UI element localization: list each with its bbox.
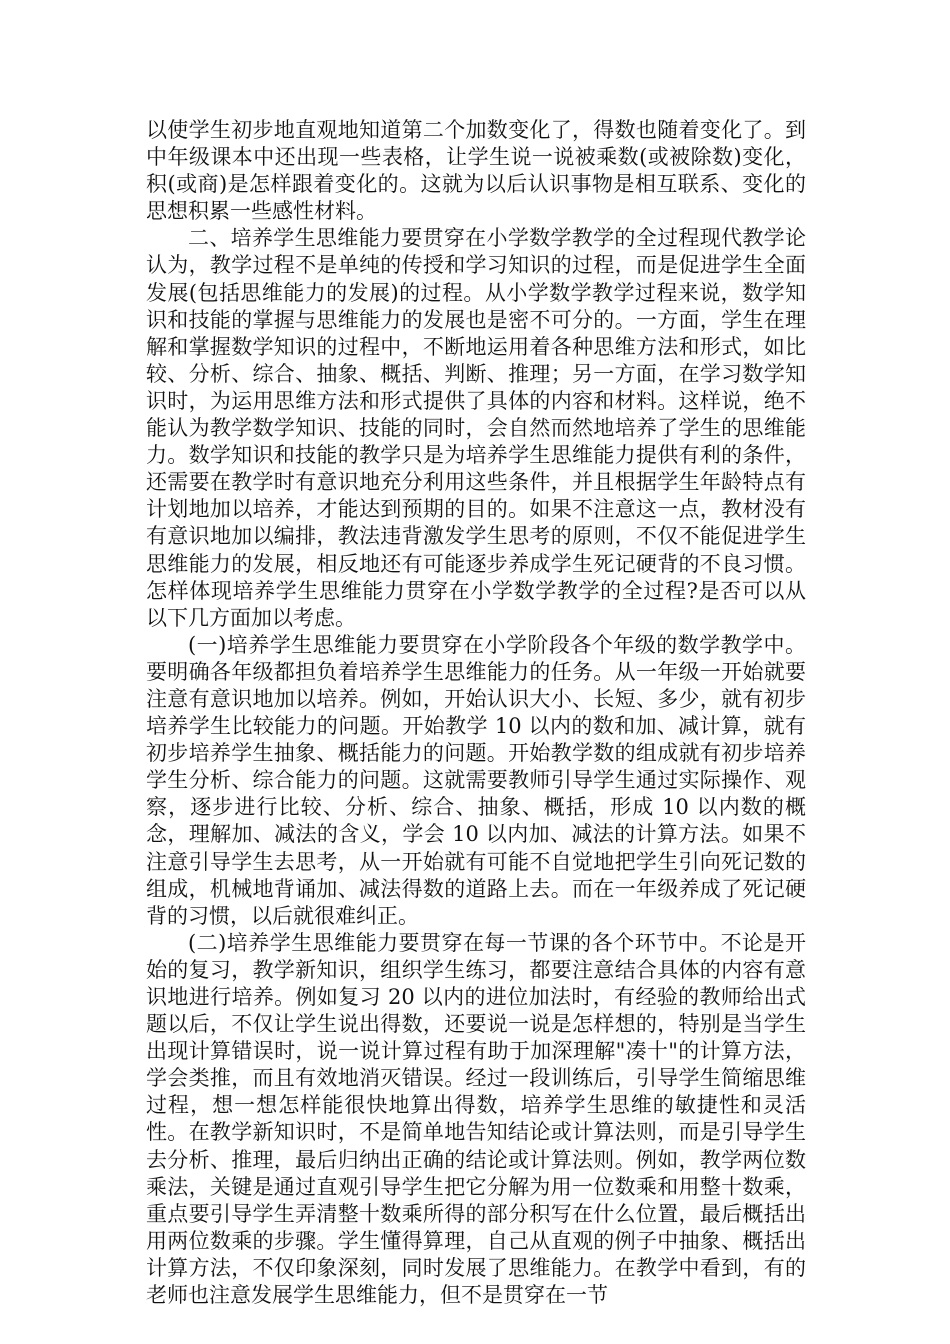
- paragraph-section-two: 二、培养学生思维能力要贯穿在小学数学教学的全过程现代教学论认为，教学过程不是单纯的传授和学习知识的过程，而是促进学生全面发展(包括思维能力的发展)的过程。从小学数学教学过程来说，数学知识和技能的掌握与思维能力的发展也是密不可分的。一方面，学生在理解和掌握数学知识的过程中，不断地运用着各种思维方法和形式，如比较、分析、综合、抽象、概括、判断、推理；另一方面，在学习数学知识时，为运用思维方法和形式提供了具体的内容和材料。这样说，绝不能认为教学数学知识、技能的同时，会自然而然地培养了学生的思维能力。数学知识和技能的教学只是为培养学生思维能力提供有利的条件，还需要在教学时有意识地充分利用这些条件，并且根据学生年龄特点有计划地加以培养，才能达到预期的目的。如果不注意这一点，教材没有有意识地加以编排，教法违背激发学生思考的原则，不仅不能促进学生思维能力的发展，相反地还有可能逐步养成学生死记硬背的不良习惯。怎样体现培养学生思维能力贯穿在小学数学教学的全过程?是否可以从以下几方面加以考虑。: [146, 226, 806, 630]
- paragraph-point-two: (二)培养学生思维能力要贯穿在每一节课的各个环节中。不论是开始的复习，教学新知识，组织学生练习，都要注意结合具体的内容有意识地进行培养。例如复习 20 以内的进位加法时，有经验的教师给出式题以后，不仅让学生说出得数，还要说一说是怎样想的，特别是当学生出现计算错误时，说一说计算过程有助于加深理解"凑十"的计算方法，学会类推，而且有效地消灭错误。经过一段训练后，引导学生简缩思维过程，想一想怎样能很快地算出得数，培养学生思维的敏捷性和灵活性。在教学新知识时，不是简单地告知结论或计算法则，而是引导学生去分析、推理，最后归纳出正确的结论或计算法则。例如，教学两位数乘法，关键是通过直观引导学生把它分解为用一位数乘和用整十数乘，重点要引导学生弄清整十数乘所得的部分积写在什么位置，最后概括出用两位数乘的步骤。学生懂得算理，自己从直观的例子中抽象、概括出计算方法，不仅印象深刻，同时发展了思维能力。在教学中看到，有的老师也注意发展学生思维能力，但不是贯穿在一节: [146, 930, 806, 1308]
- document-body: [146, 117, 806, 1309]
- paragraph-continuation: 以使学生初步地直观地知道第二个加数变化了，得数也随着变化了。到中年级课本中还出现一些表格，让学生说一说被乘数(或被除数)变化，积(或商)是怎样跟着变化的。这就为以后认识事物是相互联系、变化的思想积累一些感性材料。: [146, 118, 806, 224]
- paragraph-point-one: (一)培养学生思维能力要贯穿在小学阶段各个年级的数学教学中。要明确各年级都担负着培养学生思维能力的任务。从一年级一开始就要注意有意识地加以培养。例如，开始认识大小、长短、多少，就有初步培养学生比较能力的问题。开始教学 10 以内的数和加、减计算，就有初步培养学生抽象、概括能力的问题。开始教学数的组成就有初步培养学生分析、综合能力的问题。这就需要教师引导学生通过实际操作、观察，逐步进行比较、分析、综合、抽象、概括，形成 10 以内数的概念，理解加、减法的含义，学会 10 以内加、减法的计算方法。如果不注意引导学生去思考，从一开始就有可能不自觉地把学生引向死记数的组成，机械地背诵加、减法得数的道路上去。而在一年级养成了死记硬背的习惯，以后就很难纠正。: [146, 632, 806, 928]
